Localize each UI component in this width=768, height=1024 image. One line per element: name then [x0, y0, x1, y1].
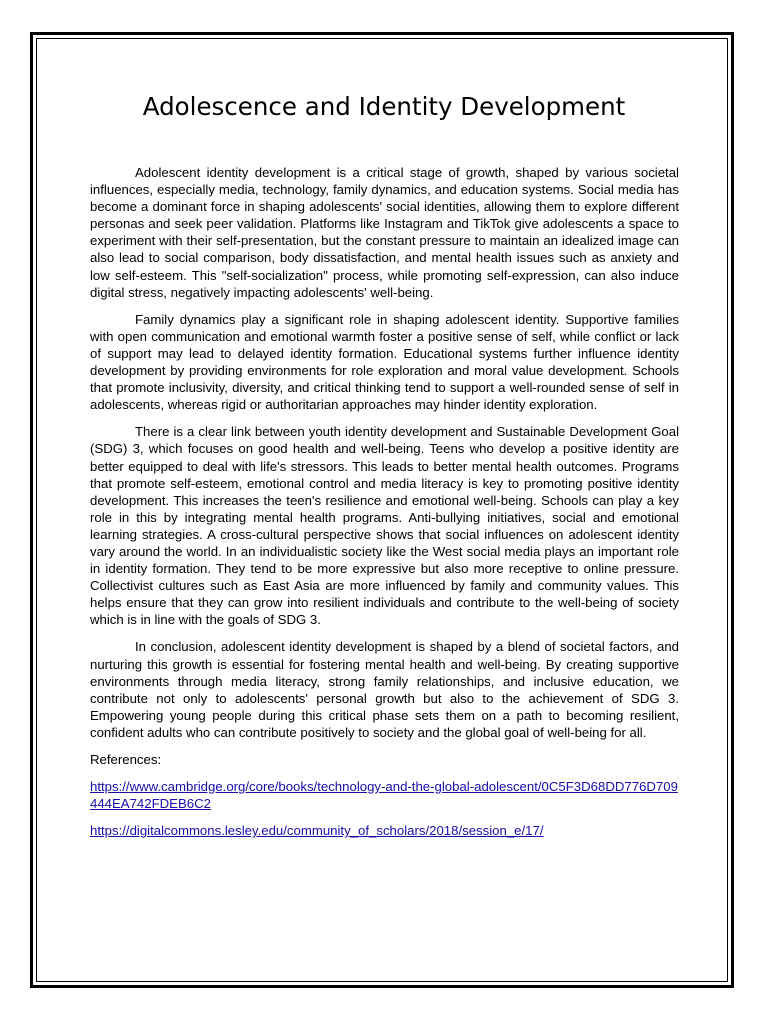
document-title: Adolescence and Identity Development	[142, 92, 626, 121]
reference-link-lesley[interactable]: https://digitalcommons.lesley.edu/community_of_scholars/2018/session_e/17/	[90, 823, 544, 839]
body-paragraph-4: In conclusion, adolescent identity development is shaped by a blend of societal factors, and nurturing this growth is essential for fostering mental health and well-being. By creating supportive environments through media literacy, strong family relationships, and inclusive education, we contribute not only to adolescents' personal growth but also to the achievement of SDG 3. Empowering young people during this critical phase sets them on a path to becoming resilient, confident adults who can contribute positively to society and the global goal of well-being for all.	[90, 639, 679, 740]
body-paragraph-3: There is a clear link between youth identity development and Sustainable Development Goal (SDG) 3, which focuses on good health and well-being. Teens who develop a positive identity are better equipped to deal with life's stressors. This leads to better mental health outcomes. Programs that promote self-esteem, emotional control and media literacy is key to promoting positive identity development. This increases the teen's resilience and emotional well-being. Schools can play a key role in this by integrating mental health programs. Anti-bullying initiatives, social and emotional learning strategies. A cross-cultural perspective shows that social influences on adolescent identity vary around the world. In an individualistic society like the West social media plays an important role in identity formation. They tend to be more expressive but also more receptive to online pressure. Collectivist cultures such as East Asia are more influenced by family and community values. This helps ensure that they can grow into resilient individuals and contribute to the well-being of society which is in line with the goals of SDG 3.	[90, 424, 679, 628]
reference-link-cambridge[interactable]: https://www.cambridge.org/core/books/technology-and-the-global-adolescent/0C5F3D68DD776D709444EA742FDEB6C2	[90, 779, 678, 812]
references-heading: References:	[90, 752, 162, 767]
document-body	[90, 164, 679, 849]
body-paragraph-2: Family dynamics play a significant role in shaping adolescent identity. Supportive families with open communication and emotional warmth foster a positive sense of self, while conflict or lack of support may lead to delayed identity formation. Educational systems further influence identity development by providing environments for role exploration and moral value development. Schools that promote inclusivity, diversity, and critical thinking tend to support a well-rounded sense of self in adolescents, whereas rigid or authoritarian approaches may hinder identity exploration.	[90, 311, 679, 413]
body-paragraph-1: Adolescent identity development is a critical stage of growth, shaped by various societal influences, especially media, technology, family dynamics, and education systems. Social media has become a dominant force in shaping adolescents' social identities, allowing them to explore different personas and seek peer validation. Platforms like Instagram and TikTok give adolescents a space to experiment with their self-presentation, but the constant pressure to maintain an idealized image can also lead to social comparison, body dissatisfaction, and mental health issues such as anxiety and low self-esteem. This "self-socialization" process, while promoting self-expression, can also induce digital stress, negatively impacting adolescents' well-being.	[90, 165, 679, 300]
